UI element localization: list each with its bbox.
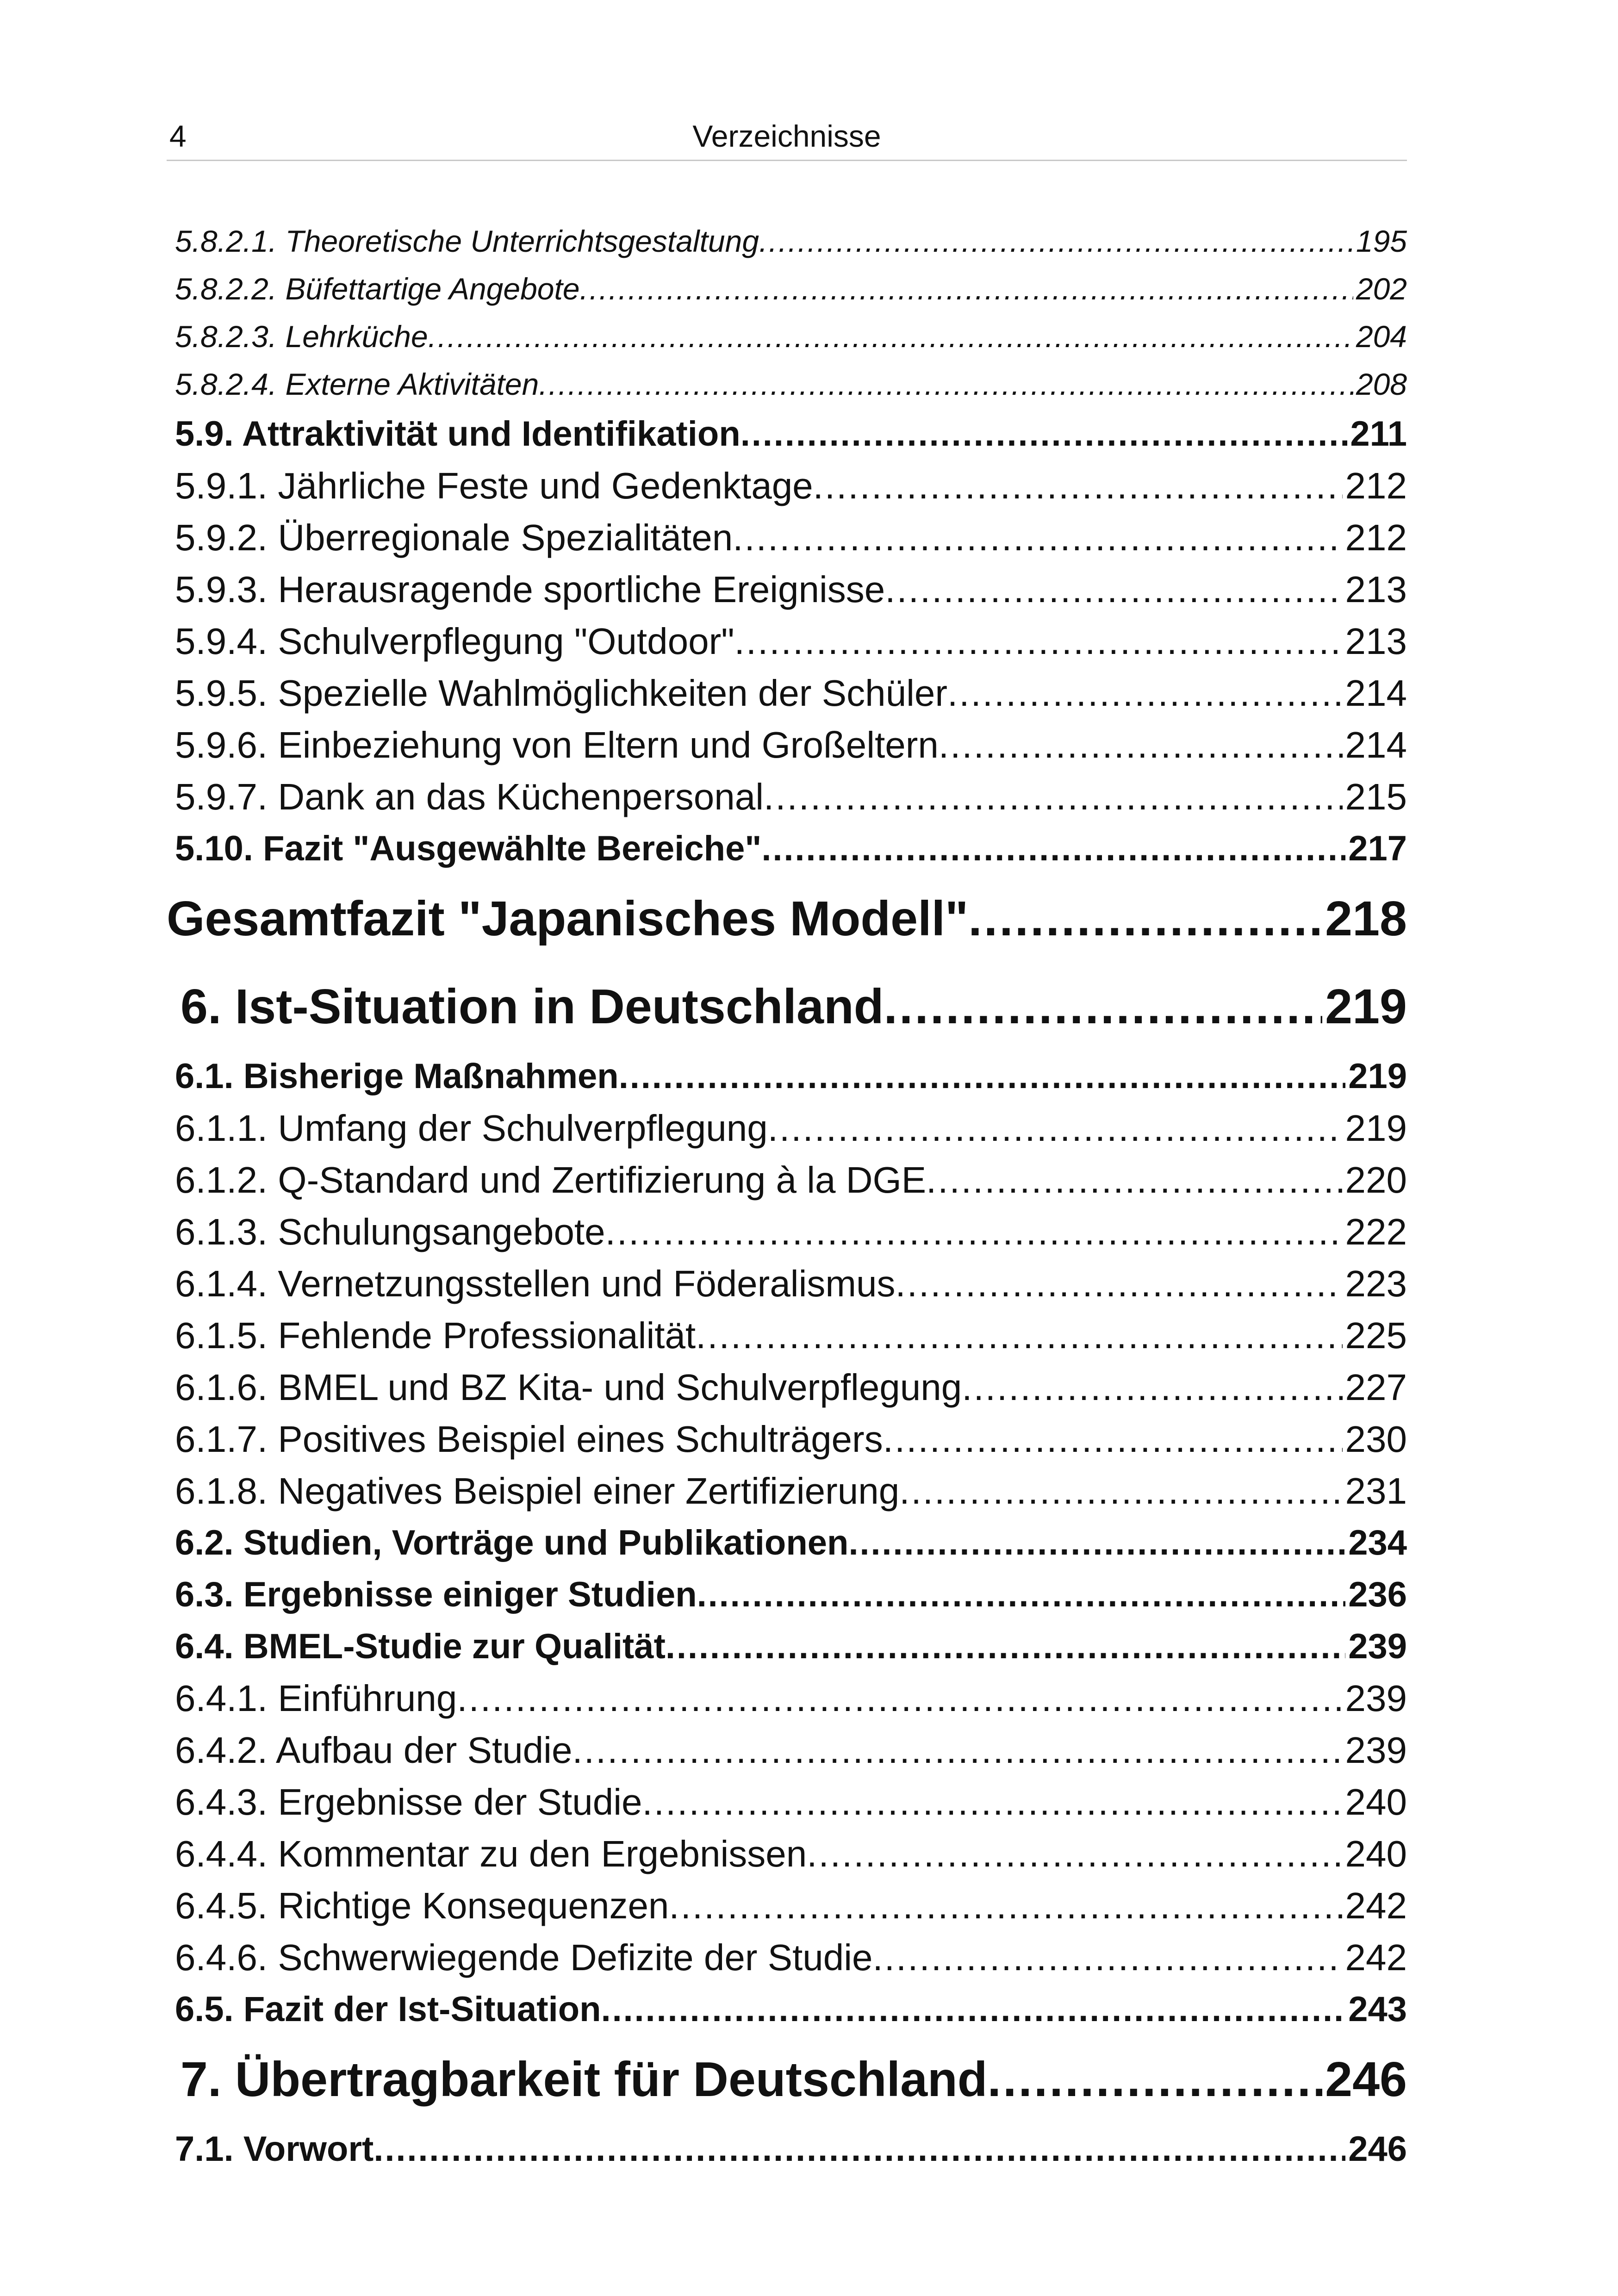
toc-entry-label: 5.9.6. Einbeziehung von Eltern und Großeltern: [175, 724, 939, 765]
toc-dot-leader: [733, 512, 1342, 564]
toc-entry-page: 213: [1345, 569, 1407, 610]
toc-dot-leader: [883, 1413, 1343, 1465]
toc-entry-label: 6.1.5. Fehlende Professionalität: [175, 1315, 696, 1356]
toc-entry-label: 6.1.4. Vernetzungsstellen und Föderalismus: [175, 1263, 896, 1304]
toc-entry-page: 230: [1345, 1419, 1407, 1460]
toc-entry-label: 5.8.2.1. Theoretische Unterrichtsgestaltung: [175, 224, 759, 258]
toc-entry-label: 6.4.4. Kommentar zu den Ergebnissen: [175, 1833, 807, 1874]
toc-dot-leader: [962, 1362, 1342, 1413]
toc-section-page: 236: [1348, 1575, 1407, 1614]
toc-entry-5-8-2-3[interactable]: [167, 313, 1407, 361]
toc-chapter-label: 7. Übertragbarkeit für Deutschland: [180, 2052, 988, 2107]
toc-entry-page: 220: [1345, 1159, 1407, 1201]
toc-section-page: 211: [1350, 414, 1407, 454]
toc-section-label: 6.5. Fazit der Ist-Situation: [175, 1990, 601, 2029]
toc-entry-page: 240: [1345, 1781, 1407, 1823]
toc-dot-leader: [895, 1258, 1342, 1310]
toc-entry-6-1-4[interactable]: [167, 1258, 1407, 1310]
toc-entry-label: 6.4.6. Schwerwiegende Defizite der Studie: [175, 1937, 873, 1978]
toc-dot-leader: [572, 1724, 1342, 1776]
toc-dot-leader: [539, 361, 1353, 408]
toc-dot-leader: [768, 1102, 1343, 1154]
toc-section-5-10[interactable]: [167, 823, 1407, 875]
toc-dot-leader: [697, 1569, 1346, 1621]
toc-section-page: 219: [1348, 1057, 1407, 1096]
toc-section-6-2[interactable]: [167, 1517, 1407, 1569]
toc-entry-label: 5.9.3. Herausragende sportliche Ereignisse: [175, 569, 885, 610]
toc-entry-5-9-4[interactable]: [167, 616, 1407, 667]
toc-dot-leader: [968, 875, 1322, 963]
toc-entry-page: 242: [1345, 1885, 1407, 1926]
toc-entry-page: 223: [1345, 1263, 1407, 1304]
toc-entry-page: 214: [1345, 672, 1407, 714]
toc-dot-leader: [764, 771, 1343, 823]
toc-dot-leader: [759, 218, 1353, 265]
toc-dot-leader: [761, 823, 1345, 875]
toc-entry-page: 213: [1345, 621, 1407, 662]
toc-chapter-page: 218: [1325, 891, 1407, 946]
toc-dot-leader: [939, 719, 1343, 771]
toc-entry-6-1-6[interactable]: [167, 1362, 1407, 1413]
toc-entry-label: 5.9.7. Dank an das Küchenpersonal: [175, 776, 764, 817]
toc-dot-leader: [696, 1310, 1342, 1362]
toc-entry-page: 231: [1345, 1470, 1407, 1512]
page-number: 4: [169, 119, 187, 153]
toc-section-5-9[interactable]: [167, 408, 1407, 460]
toc-entry-5-9-5[interactable]: [167, 667, 1407, 719]
toc-entry-page: 242: [1345, 1937, 1407, 1978]
toc-section-label: 5.9. Attraktivität und Identifikation: [175, 414, 741, 454]
toc-entry-6-4-6[interactable]: [167, 1932, 1407, 1984]
toc-section-6-5[interactable]: [167, 1984, 1407, 2035]
toc-section-6-1[interactable]: [167, 1051, 1407, 1102]
toc-chapter-page: 219: [1325, 979, 1407, 1034]
toc-entry-page: 204: [1356, 319, 1407, 354]
toc-entry-page: 239: [1345, 1678, 1407, 1719]
toc-entry-6-1-3[interactable]: [167, 1206, 1407, 1258]
toc-entry-page: 227: [1345, 1367, 1407, 1408]
toc-section-page: 246: [1348, 2129, 1407, 2169]
toc-entry-6-1-8[interactable]: [167, 1465, 1407, 1517]
toc-entry-6-4-5[interactable]: [167, 1880, 1407, 1932]
toc-entry-page: 214: [1345, 724, 1407, 765]
running-title: Verzeichnisse: [692, 119, 881, 153]
toc-entry-label: 5.9.5. Spezielle Wahlmöglichkeiten der Schüler: [175, 672, 948, 714]
toc-dot-leader: [580, 265, 1353, 313]
toc-section-label: 6.4. BMEL-Studie zur Qualität: [175, 1627, 666, 1666]
toc-chapter-6[interactable]: [167, 963, 1407, 1051]
toc-entry-6-1-1[interactable]: [167, 1102, 1407, 1154]
toc-section-label: 7.1. Vorwort: [175, 2129, 374, 2169]
toc-entry-label: 6.1.6. BMEL und BZ Kita- und Schulverpflegung: [175, 1367, 962, 1408]
toc-entry-label: 6.1.1. Umfang der Schulverpflegung: [175, 1108, 768, 1149]
toc-entry-label: 5.8.2.4. Externe Aktivitäten: [175, 367, 539, 401]
toc-section-label: 6.1. Bisherige Maßnahmen: [175, 1057, 619, 1096]
header-rule: [167, 160, 1407, 161]
toc-dot-leader: [642, 1776, 1343, 1828]
toc-section-label: 5.10. Fazit "Ausgewählte Bereiche": [175, 829, 762, 868]
toc-dot-leader: [848, 1517, 1345, 1569]
toc-entry-label: 5.9.1. Jährliche Feste und Gedenktage: [175, 465, 813, 506]
toc-entry-label: 5.8.2.2. Büfettartige Angebote: [175, 272, 580, 306]
toc-section-page: 239: [1348, 1627, 1407, 1666]
toc-section-page: 243: [1348, 1990, 1407, 2029]
toc-section-6-4[interactable]: [167, 1621, 1407, 1673]
toc-section-label: 6.2. Studien, Vorträge und Publikationen: [175, 1523, 849, 1562]
toc-dot-leader: [734, 616, 1343, 667]
toc-dot-leader: [428, 313, 1353, 361]
toc-chapter-label: Gesamtfazit "Japanisches Modell": [167, 891, 969, 946]
toc-chapter-page: 246: [1325, 2052, 1407, 2107]
toc-dot-leader: [813, 460, 1343, 512]
toc-entry-6-4-2[interactable]: [167, 1724, 1407, 1776]
toc-entry-label: 6.4.2. Aufbau der Studie: [175, 1730, 573, 1771]
toc-dot-leader: [947, 667, 1342, 719]
toc-entry-5-9-6[interactable]: [167, 719, 1407, 771]
toc-entry-page: 222: [1345, 1211, 1407, 1252]
toc-dot-leader: [601, 1984, 1346, 2035]
toc-dot-leader: [619, 1051, 1345, 1102]
toc-entry-page: 208: [1356, 367, 1407, 401]
toc-entry-6-1-5[interactable]: [167, 1310, 1407, 1362]
toc-entry-page: 240: [1345, 1833, 1407, 1874]
toc-entry-page: 225: [1345, 1315, 1407, 1356]
toc-entry-6-1-2[interactable]: [167, 1154, 1407, 1206]
toc-section-page: 217: [1348, 829, 1407, 868]
toc-entry-label: 6.1.3. Schulungsangebote: [175, 1211, 605, 1252]
toc-dot-leader: [669, 1880, 1342, 1932]
toc-entry-6-4-1[interactable]: [167, 1673, 1407, 1724]
toc-entry-label: 6.4.5. Richtige Konsequenzen: [175, 1885, 669, 1926]
toc-dot-leader: [926, 1154, 1342, 1206]
toc-entry-page: 202: [1356, 272, 1407, 306]
toc-chapter-label: 6. Ist-Situation in Deutschland: [180, 979, 884, 1034]
toc-entry-label: 5.8.2.3. Lehrküche: [175, 319, 428, 354]
toc-entry-6-4-4[interactable]: [167, 1828, 1407, 1880]
toc-dot-leader: [605, 1206, 1343, 1258]
toc-dot-leader: [807, 1828, 1342, 1880]
toc-dot-leader: [885, 564, 1342, 616]
toc-dot-leader: [988, 2035, 1323, 2123]
toc-section-7-1[interactable]: [167, 2123, 1407, 2175]
toc-section-label: 6.3. Ergebnisse einiger Studien: [175, 1575, 697, 1614]
toc-dot-leader: [884, 963, 1322, 1051]
toc-entry-label: 6.1.2. Q-Standard und Zertifizierung à la DGE: [175, 1159, 927, 1201]
toc-entry-label: 5.9.4. Schulverpflegung "Outdoor": [175, 621, 734, 662]
toc-entry-5-9-2[interactable]: [167, 512, 1407, 564]
toc-entry-page: 239: [1345, 1730, 1407, 1771]
toc-entry-5-9-3[interactable]: [167, 564, 1407, 616]
toc-entry-5-9-1[interactable]: [167, 460, 1407, 512]
toc-entry-5-8-2-1[interactable]: [167, 218, 1407, 265]
toc-entry-label: 6.4.1. Einführung: [175, 1678, 457, 1719]
toc-entry-label: 6.4.3. Ergebnisse der Studie: [175, 1781, 642, 1823]
toc-section-6-3[interactable]: [167, 1569, 1407, 1621]
toc-entry-5-9-7[interactable]: [167, 771, 1407, 823]
toc-entry-6-1-7[interactable]: [167, 1413, 1407, 1465]
toc-entry-label: 6.1.8. Negatives Beispiel einer Zertifizierung: [175, 1470, 900, 1512]
page-header: [167, 111, 1407, 162]
toc-entry-5-8-2-4[interactable]: [167, 361, 1407, 408]
toc-entry-label: 5.9.2. Überregionale Spezialitäten: [175, 517, 733, 558]
toc-entry-page: 219: [1345, 1108, 1407, 1149]
toc-entry-page: 212: [1345, 517, 1407, 558]
toc-dot-leader: [373, 2123, 1345, 2175]
toc-dot-leader: [873, 1932, 1343, 1984]
toc-chapter-7[interactable]: [167, 2035, 1407, 2123]
toc-dot-leader: [457, 1673, 1342, 1724]
toc-section-page: 234: [1348, 1523, 1407, 1562]
toc-entry-page: 212: [1345, 465, 1407, 506]
toc-entry-page: 195: [1356, 224, 1407, 258]
toc-entry-page: 215: [1345, 776, 1407, 817]
toc-dot-leader: [741, 408, 1348, 460]
toc-dot-leader: [666, 1621, 1345, 1673]
table-of-contents: [167, 218, 1407, 2175]
toc-entry-label: 6.1.7. Positives Beispiel eines Schulträgers: [175, 1419, 883, 1460]
toc-dot-leader: [899, 1465, 1342, 1517]
toc-entry-6-4-3[interactable]: [167, 1776, 1407, 1828]
toc-chapter-gesamtfazit[interactable]: [167, 875, 1407, 963]
toc-entry-5-8-2-2[interactable]: [167, 265, 1407, 313]
